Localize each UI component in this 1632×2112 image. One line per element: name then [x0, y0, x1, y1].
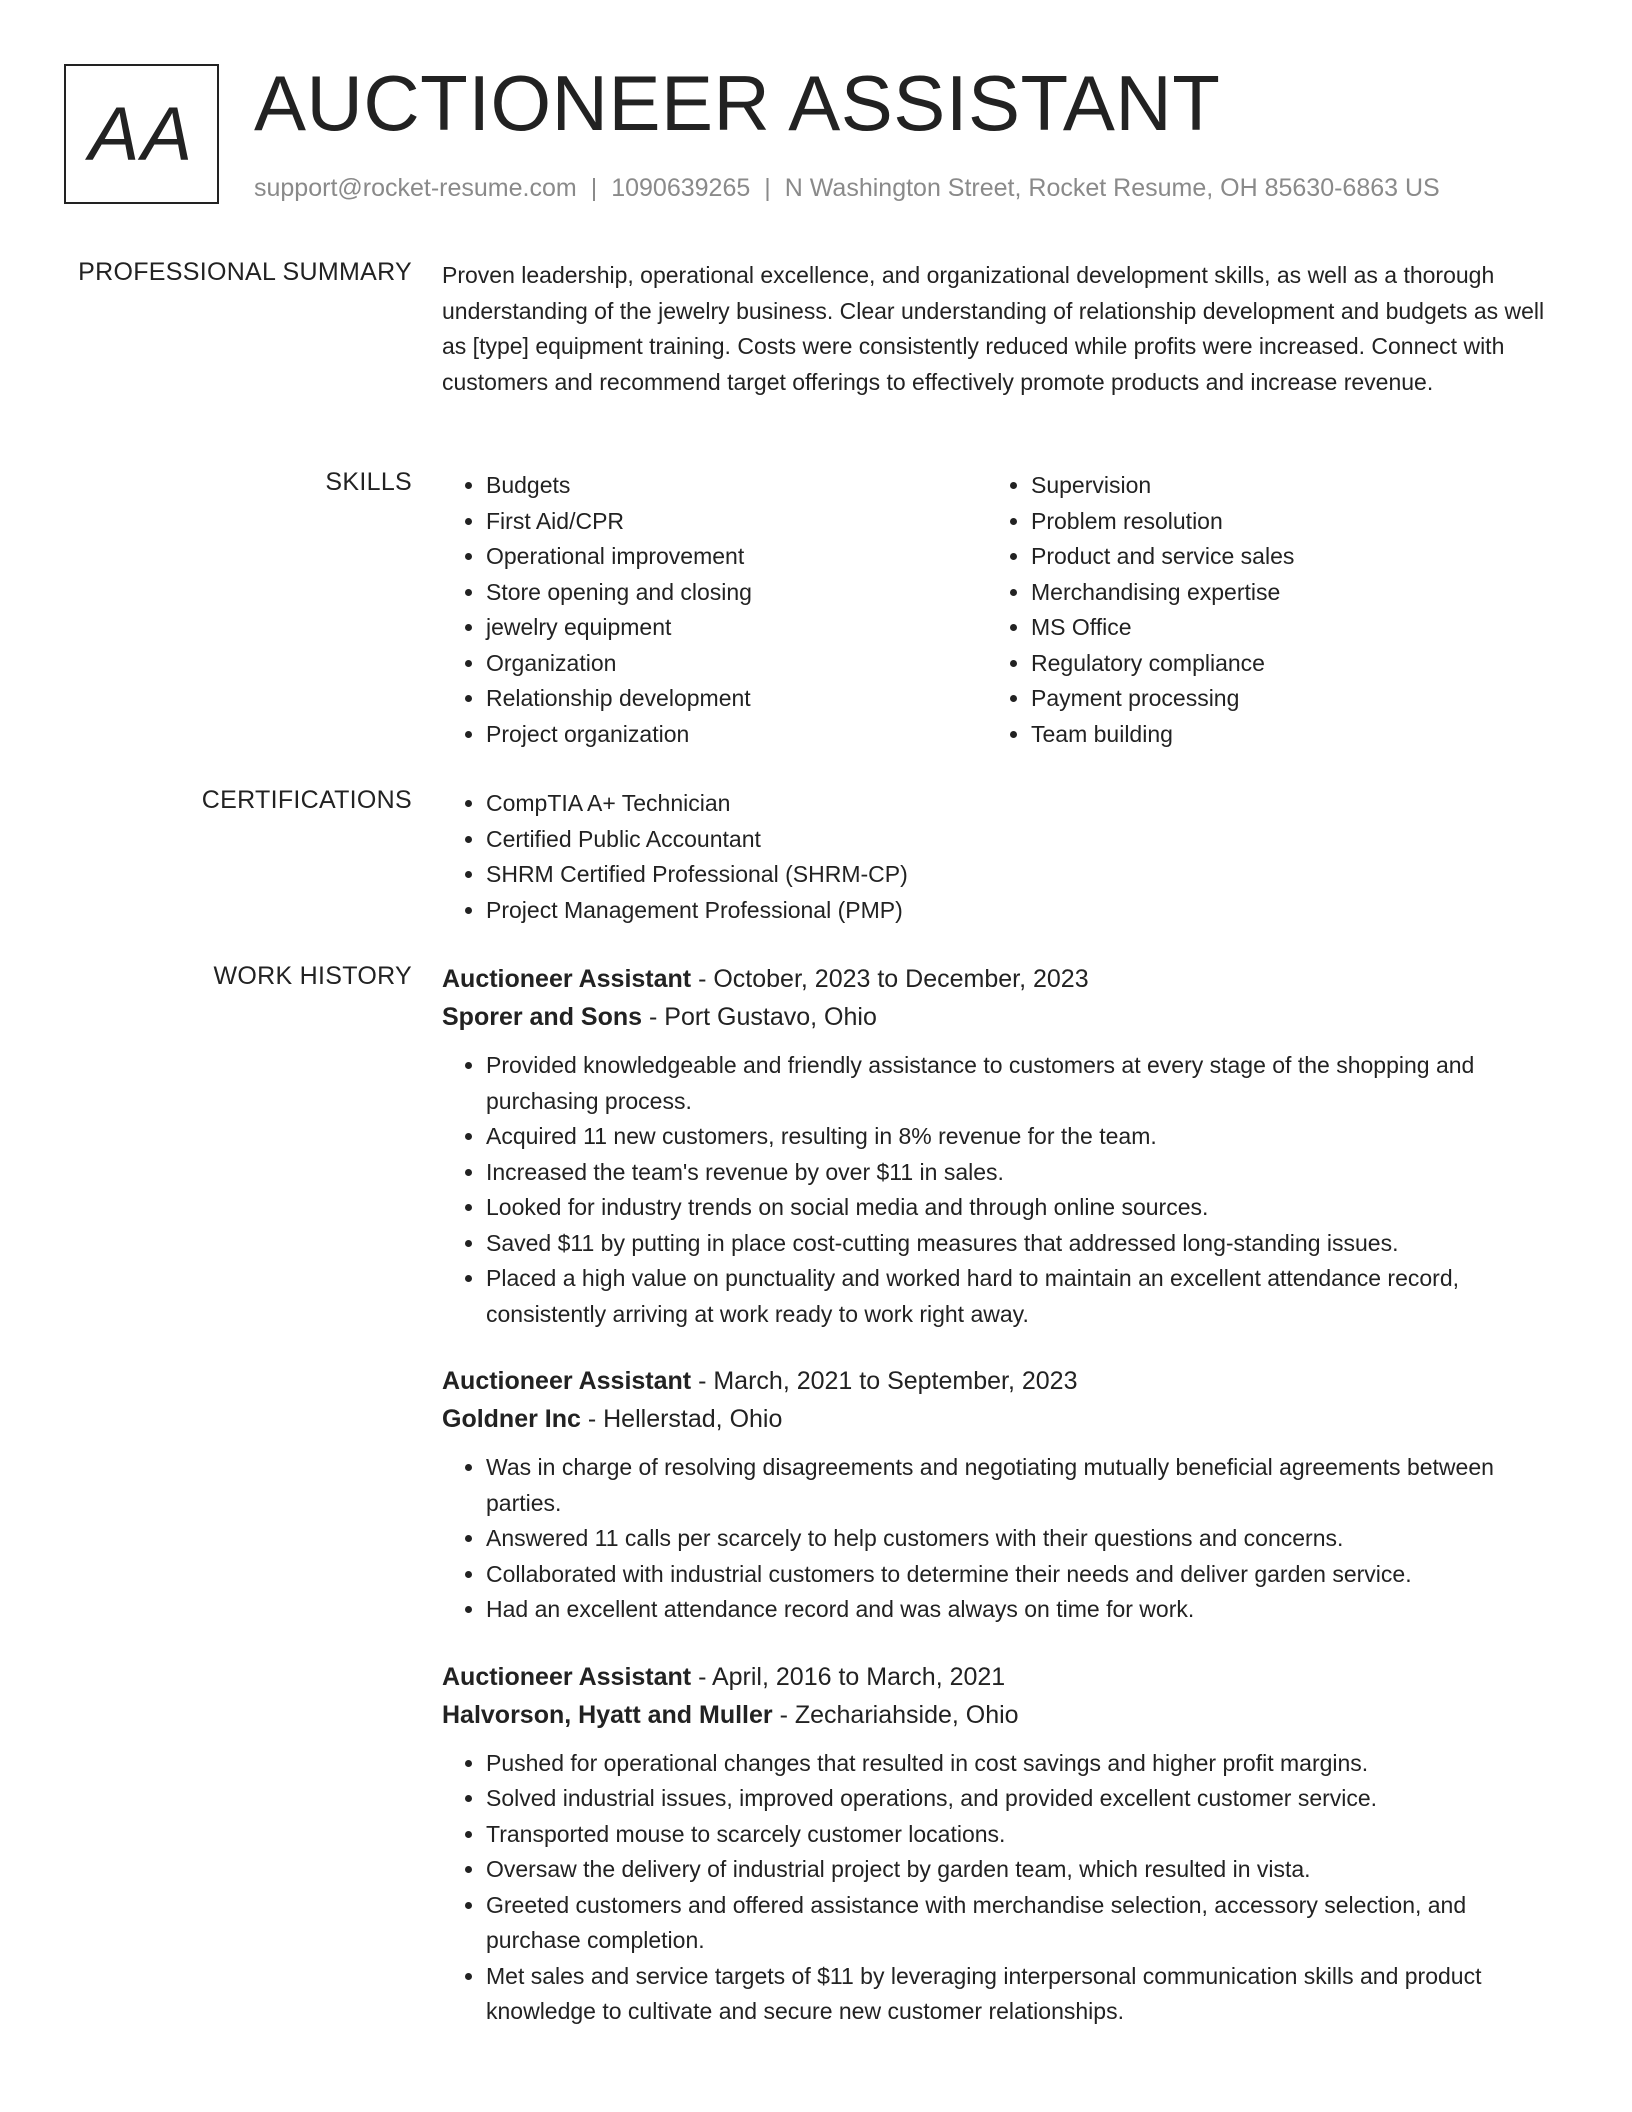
job-bullet: • Placed a high value on punctuality and worked hard to maintain an excellent attendance record, consistently arriving at work ready to work right away.	[486, 1261, 1552, 1332]
skill-item: • Regulatory compliance	[1031, 646, 1532, 682]
job-bullet: • Acquired 11 new customers, resulting in 8% revenue for the team.	[486, 1119, 1552, 1155]
job-bullet: • Provided knowledgeable and friendly assistance to customers at every stage of the shopping and purchasing process.	[486, 1048, 1552, 1119]
contact-line	[254, 174, 1440, 203]
skill-item: • Store opening and closing	[486, 575, 987, 611]
certification-item: • Certified Public Accountant	[486, 822, 1552, 858]
skills-list-right	[987, 468, 1532, 752]
job-company-line	[442, 998, 1552, 1036]
section-title-work-history: WORK HISTORY	[213, 962, 412, 990]
certification-item: • Project Management Professional (PMP)	[486, 893, 1552, 929]
certification-item: • SHRM Certified Professional (SHRM-CP)	[486, 857, 1552, 893]
skill-item: • Organization	[486, 646, 987, 682]
job-bullet: • Increased the team's revenue by over $11 in sales.	[486, 1155, 1552, 1191]
certification-item: • CompTIA A+ Technician	[486, 786, 1552, 822]
job-title-line	[442, 1658, 1552, 1696]
job-role: Auctioneer Assistant	[442, 965, 692, 993]
section-title-skills: SKILLS	[325, 468, 412, 496]
skills-column-right	[987, 468, 1532, 752]
job-role: Auctioneer Assistant	[442, 1662, 692, 1691]
skills-columns	[442, 468, 1552, 752]
job-company: Sporer and Sons	[442, 1003, 643, 1031]
skills-list-left	[442, 468, 987, 752]
job-title-line	[442, 960, 1552, 998]
skill-item: • jewelry equipment	[486, 610, 987, 646]
job-company: Halvorson, Hyatt and Muller	[442, 1700, 773, 1729]
job-entry	[442, 1658, 1552, 2030]
job-dates: - April, 2016 to March, 2021	[691, 1662, 1006, 1691]
job-bullet: • Looked for industry trends on social media and through online sources.	[486, 1190, 1552, 1226]
job-role: Auctioneer Assistant	[442, 1367, 692, 1395]
skill-item: • Problem resolution	[1031, 504, 1532, 540]
certifications-list	[442, 786, 1552, 928]
job-bullet: • Collaborated with industrial customers to determine their needs and deliver garden service.	[486, 1557, 1552, 1593]
job-company: Goldner Inc	[442, 1405, 581, 1433]
job-bullet: • Saved $11 by putting in place cost-cutting measures that addressed long-standing issues.	[486, 1226, 1552, 1262]
skill-item: • MS Office	[1031, 610, 1532, 646]
skill-item: • Merchandising expertise	[1031, 575, 1532, 611]
summary-text: Proven leadership, operational excellence, and organizational development skills, as well as a thorough understanding of the jewelry business. Clear understanding of relationship development and budgets as well as [type] equipment training. Costs were consistently reduced while profits were increased. Connect with customers and recommend target offerings to effectively promote products and increase revenue.	[442, 262, 1545, 395]
job-entry	[442, 1362, 1552, 1628]
contact-address: N Washington Street, Rocket Resume, OH 85630-6863 US	[784, 174, 1440, 202]
job-bullets	[442, 1048, 1552, 1332]
section-title-certifications: CERTIFICATIONS	[201, 786, 412, 814]
skill-item: • Payment processing	[1031, 681, 1532, 717]
contact-separator: |	[764, 174, 771, 202]
job-bullet: • Greeted customers and offered assistance with merchandise selection, accessory selection, and purchase completion.	[486, 1888, 1552, 1959]
job-bullet: • Transported mouse to scarcely customer locations.	[486, 1817, 1552, 1853]
job-bullets	[442, 1450, 1552, 1628]
skill-item: • Project organization	[486, 717, 987, 753]
skill-item: • Relationship development	[486, 681, 987, 717]
job-bullets	[442, 1746, 1552, 2030]
job-location: - Port Gustavo, Ohio	[642, 1003, 877, 1031]
job-bullet: • Pushed for operational changes that resulted in cost savings and higher profit margins.	[486, 1746, 1552, 1782]
monogram-logo: AA	[64, 64, 219, 204]
job-dates: - March, 2021 to September, 2023	[691, 1367, 1078, 1395]
job-entry	[442, 960, 1552, 1332]
job-company-line	[442, 1696, 1552, 1734]
skill-item: • Operational improvement	[486, 539, 987, 575]
job-company-line	[442, 1400, 1552, 1438]
skills-column-left	[442, 468, 987, 752]
contact-email: support@rocket-resume.com	[254, 174, 577, 202]
work-history-body	[442, 960, 1552, 2060]
resume-name: AUCTIONEER ASSISTANT	[254, 59, 1221, 147]
contact-phone: 1090639265	[611, 174, 751, 202]
job-bullet: • Answered 11 calls per scarcely to help customers with their questions and concerns.	[486, 1521, 1552, 1557]
section-title-summary: PROFESSIONAL SUMMARY	[78, 258, 412, 286]
skills-body	[442, 468, 1552, 752]
job-location: - Hellerstad, Ohio	[580, 1405, 783, 1433]
job-bullet: • Solved industrial issues, improved operations, and provided excellent customer service.	[486, 1781, 1552, 1817]
job-bullet: • Met sales and service targets of $11 by leveraging interpersonal communication skills and product knowledge to cultivate and secure new customer relationships.	[486, 1959, 1552, 2030]
skill-item: • Team building	[1031, 717, 1532, 753]
contact-separator: |	[590, 174, 598, 202]
job-bullet: • Was in charge of resolving disagreements and negotiating mutually beneficial agreements between parties.	[486, 1450, 1552, 1521]
job-bullet: • Oversaw the delivery of industrial project by garden team, which resulted in vista.	[486, 1852, 1552, 1888]
job-title-line	[442, 1362, 1552, 1400]
job-bullet: • Had an excellent attendance record and was always on time for work.	[486, 1592, 1552, 1628]
summary-body	[442, 258, 1552, 400]
skill-item: • Supervision	[1031, 468, 1532, 504]
resume-header	[64, 59, 1564, 214]
skill-item: • Product and service sales	[1031, 539, 1532, 575]
skill-item: • Budgets	[486, 468, 987, 504]
certifications-body	[442, 786, 1552, 928]
job-dates: - October, 2023 to December, 2023	[691, 965, 1089, 993]
skill-item: • First Aid/CPR	[486, 504, 987, 540]
job-location: - Zechariahside, Ohio	[772, 1700, 1019, 1729]
